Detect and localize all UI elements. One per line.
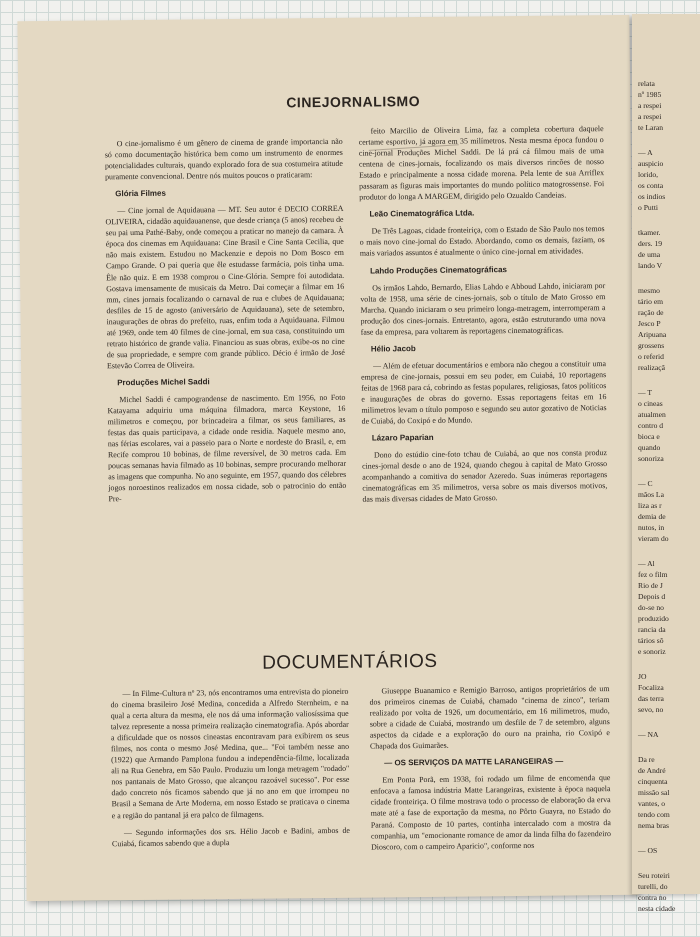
fragment-line: tários sõ xyxy=(638,636,664,645)
magazine-page-left xyxy=(17,15,638,901)
fragment-line: JO xyxy=(638,672,647,681)
fragment-line: — T xyxy=(638,388,652,397)
fragment-line: sonoriza xyxy=(638,454,664,463)
fragment-line: a respei xyxy=(638,112,662,121)
body-paragraph: De Três Lagoas, cidade fronteiriça, com o Estado de São Paulo nos temos o mais novo cine-jornal do Estado. Abordando, como os demais, fazíam, os mais variados assuntos é atualmente o único cine-jornal em atividades. xyxy=(359,224,605,259)
body-paragraph: feito Marcilio de Oliveira Lima, faz a completa cobertura daquele certame esportivo, já agora em 35 milímetros. Nesta mesma época fundou o cine-jornal Produções Michel Saddi. De lá prá cá filmou mais de uma centena de cines-jornais, focalizando os mais diversos rincões de nosso Estado e principalmente a nossa cidade morena. Pela lente de sua Arriflex passaram as figuras mais importantes do mundo político matogrossense. Foi produtor do longa A MARGEM, dirigido pelo Ozualdo Candeias. xyxy=(358,124,605,202)
fragment-line: fez o film xyxy=(638,570,668,579)
section-heading: Produções Michel Saddi xyxy=(117,377,210,388)
fragment-line xyxy=(638,715,698,729)
doc-column-2 xyxy=(369,683,611,858)
fragment-line: mãos La xyxy=(638,490,664,499)
doc-paragraph: Giuseppe Buanamico e Remigio Barroso, antigos proprietários de um dos primeiros cinemas de Cuiabá, chamado "cinema de zinco", teriam realizado por volta de 1926, um documentário, em 16 milimetros, mudo, sobre a cidade de Cuiabá, mostrando um desfile de 7 de setembro, alguns aspectos da cidade e a exploração do ouro na prainha, rio Coxipó e Chapada dos Guimarães. xyxy=(369,684,610,751)
fragment-line: contro d xyxy=(638,421,664,430)
fragment-line xyxy=(638,544,698,558)
fragment-line: turelli, do xyxy=(638,882,668,891)
column-2 xyxy=(359,123,608,511)
fragment-line xyxy=(638,831,698,845)
fragment-line: Rio de J xyxy=(638,581,663,590)
section-heading: Lahdo Produções Cinematográficas xyxy=(369,264,508,276)
fragment-line: cinquenta xyxy=(638,777,668,786)
fragment-line: produzido xyxy=(638,614,669,623)
doc-paragraph: Em Ponta Porã, em 1938, foi rodado um filme de encomenda que enfocava a famosa indústria Matte Larangeiras, existente à época naquela cidade fronteiriça. O filme mostrava todo o processo de elaboração da erva mate até a fase de exportação da mesma, no Pôrto Guayra, no Estado do Paraná. Composto de 10 partes, continha intercalado com a mostra da companhia, um "emocionante romance de amor da linda filha do fazendeiro Dioscoro, com o campeiro Aparicio", conforme nos xyxy=(370,773,611,852)
fragment-line: de uma xyxy=(638,250,661,259)
fragment-line xyxy=(638,657,698,671)
column-1 xyxy=(105,136,347,511)
fragment-line: — NA xyxy=(638,730,659,739)
intro-paragraph: O cine-jornalismo é um gênero de cinema de grande importancia não só como documentação histórica bem como um instrumento de enormes potencialidades culturais, quando explorado fora de sua costumeira atitude puramente convencional. Dentre nós muitos poucos o praticaram: xyxy=(104,136,343,182)
doc-paragraphs xyxy=(110,686,350,849)
fragment-line: — Al xyxy=(638,559,655,568)
fragment-line: tendo com xyxy=(638,810,670,819)
fragment-line xyxy=(638,133,698,147)
fragment-line: Da re xyxy=(638,755,655,764)
fragment-line: mesmo xyxy=(638,286,660,295)
fragment-line: Aripuana xyxy=(638,330,667,339)
magazine-page-right xyxy=(632,14,700,913)
body-paragraph: Michel Saddi é campograndense de nascimento. Em 1956, no Foto Katayama adquiriu uma máquina filmadora, marca Keystone, 16 milimetros e começou, por brincadeira a filmar, os seus familiares, as festas das quais participava, a cidade onde residia. Naquele mesmo ano, nas férias escolares, vai a passeio para o Norte e nordeste do Brasil, e, em Recife comprou 10 bobinas, de filme reversível, de 30 metros cada. Em poucas semanas havia filmado as 10 bobinas, sempre procurando melhorar as imagens que compunha. No ano seguinte, em 1957, quando dos célebres jogos noroestinos realizados em nossa cidade, sob o patrocinio do então Pre- xyxy=(107,392,347,504)
fragment-line xyxy=(638,373,698,387)
fragment-line: contra no xyxy=(638,893,667,902)
fragment-line: vieram do xyxy=(638,534,669,543)
fragment-line: — A xyxy=(638,148,653,157)
fragment-line: atualmen xyxy=(638,410,666,419)
fragment-line: Jesco P xyxy=(638,319,661,328)
fragment-line: nesta cidade xyxy=(638,904,676,913)
section-heading: Lázaro Paparian xyxy=(371,433,434,443)
fragment-line xyxy=(638,856,698,870)
fragment-line: o referid xyxy=(638,352,664,361)
fragment-line: nutos, in xyxy=(638,523,665,532)
fragment-line: Depois d xyxy=(638,592,666,601)
fragment-line xyxy=(638,271,698,285)
section-heading: Leão Cinematográfica Ltda. xyxy=(369,208,475,219)
documentarios-title: DOCUMENTÁRIOS xyxy=(262,650,438,674)
section-heading: Hélio Jacob xyxy=(370,343,416,354)
fragment-line: o Putti xyxy=(638,203,659,212)
fragment-line: missão sal xyxy=(638,788,670,797)
fragment-line: rancia da xyxy=(638,625,666,634)
fragment-line: e sonoriz xyxy=(638,647,666,656)
fragment-line xyxy=(638,464,698,478)
fragment-line: auspicio xyxy=(638,159,664,168)
fragment-line: de André xyxy=(638,766,666,775)
fragment-line: os conta xyxy=(638,181,664,190)
right-page-text xyxy=(638,78,698,914)
fragment-line xyxy=(638,213,698,227)
fragment-line: quando xyxy=(638,443,661,452)
section-list xyxy=(105,186,346,505)
fragment-line: o cineas xyxy=(638,399,663,408)
doc-paragraphs-col2 xyxy=(369,683,610,752)
fragment-line: tário em xyxy=(638,297,664,306)
fragment-line: ração de xyxy=(638,308,664,317)
fragment-line: relata xyxy=(638,79,655,88)
doc-column-1 xyxy=(110,686,350,855)
body-paragraph: Dono do estúdio cine-foto tchau de Cuiabá, ao que nos consta produz cines-jornal desde o ano de 1924, quando chegou à capital de Mato Grosso acompanhando a comitiva do senador Azeredo. Suas inúmeras reportagens cinematográficas em 35 milimetros, versa sobre os mais diversos motivos, das mais diversas cidades de Mato Grosso. xyxy=(362,448,608,505)
doc-paragraph: — In Filme-Cultura nº 23, nós encontramos uma entrevista do pioneiro do cinema brasileiro José Medina, concedida a Alfredo Sternheim, e na qual a certa altura da mesma, ele nos dá uma informação valiosíssima que talvez represente a nossa primeira realização cinematografia. Após abordar a dificuldade que os nossos cineastas encontravam para exibirem os seus filmes, nos conta o mesmo José Medina, que... "Foi também nesse ano (1922) que Armando Pamplona fundou a independência-filme, localizada ali na Rua Genebra, em São Paulo. Produziu um longa metragem "rodado" nos pantanais de Mato Grosso, que alcançou razoável sucesso". Por esse dado concreto nós ficamos sabendo que já no ano em que irrompeu no Brasil a Semana de Arte Moderna, em nosso Estado se praticava o cinema e a região do pantanal já era palco de filmagens. xyxy=(110,686,350,820)
body-paragraph: — Além de efetuar documentários e embora não chegou a constituir uma empresa de cine-jornais, possui em seu poder, em Cuiabá, 10 reportagens feitas de 1968 para cá, cobrindo as festas populares, religiosas, fatos políticos e inaugurações de obras do governo. Essas reportagens feitas em 16 milimetros levam o título pomposo e segundo seu autor gozativo de Noticias de Cuiabá, do Coxipó e do Mundo. xyxy=(361,358,607,426)
fragment-line: — C xyxy=(638,479,653,488)
fragment-line: lando V xyxy=(638,261,663,270)
body-paragraph: Os irmãos Lahdo, Bernardo, Elias Lahdo e Abboud Lahdo, iniciaram por volta de 1958, uma série de cines-jornais, sob o título de Mato Grosso em Marcha. Quando iniciaram o seu primeiro longa-metragem, interromperam a produção dos cines-jornais. Entretanto, agora, estão estruturando uma nova fase da empresa, para voltarem às reportagens cinematográficas. xyxy=(360,280,606,337)
fragment-line: tkamer. xyxy=(638,228,661,237)
page-title: CINEJORNALISMO xyxy=(286,93,421,111)
fragment-line: bioca e xyxy=(638,432,660,441)
fragment-line: Focaliza xyxy=(638,683,664,692)
fragment-line: os indios xyxy=(638,192,666,201)
fragment-line: te Laran xyxy=(638,123,664,132)
fragment-line: do-se no xyxy=(638,603,664,612)
section-list-col2 xyxy=(359,123,608,505)
fragment-line: sevo, no xyxy=(638,705,664,714)
fragment-line: nema bras xyxy=(638,821,669,830)
fragment-line: lorido, xyxy=(638,170,659,179)
fragment-line: das terra xyxy=(638,694,664,703)
fragment-line: realizaçã xyxy=(638,363,665,372)
fragment-line: ders. 19 xyxy=(638,239,663,248)
fragment-line: liza as r xyxy=(638,501,662,510)
doc-paragraph: — Segundo informações dos srs. Hélio Jacob e Badini, ambos de Cuiabá, ficamos sabendo que a dupla xyxy=(111,825,350,848)
fragment-line: nº 1985 xyxy=(638,90,662,99)
fragment-line: — OS xyxy=(638,846,658,855)
fragment-line xyxy=(638,740,698,754)
section-heading: Glória Filmes xyxy=(115,188,166,199)
fragment-line: Seu roteiri xyxy=(638,871,670,880)
body-paragraph: — Cine jornal de Aquidauana — MT. Seu autor é DECIO CORREA OLIVEIRA, cidadão aquidauanense, que desde criança (5 anos) recebeu de seu pai uma Pathé-Baby, onde começou a praticar no manejo da camara. À época dos cinemas em Aquidauana: Cine Brasil e Cine Santa Cecilia, que não mais existem. Estudou no Mackenzie e depois no Dom Bosco em Campo Grande. O pai queria que êle estudasse farmácia, pois tinha uma. Êle não quiz. E em 1938 comprou o Cine-Glória. Sempre foi autodidata. Gostava imensamente de musicais da Metro. Dai começar a filmar em 16 mm, cines jornais focalizando o carnaval de rua e clubes de Aquidauana; desfiles de 15 de agosto (aniversário de Aquidauana), sete de setembro, inaugurações de obras do prefeito, ruas, enfim toda a Aquidauana. Filmou até 1969, onde tem 40 filmes de cine-jornal, em sua casa, constituindo um retrato histórico de grande valia. Financiou as suas obras, exibe-os no cine de sua propriedade, e sempre com grande público. Décio é irmão de José Estevão Correa de Oliveira. xyxy=(105,204,345,371)
fragment-line: vantes, o xyxy=(638,799,665,808)
fragment-line: a respei xyxy=(638,101,662,110)
fragment-line: demia de xyxy=(638,512,666,521)
section-heading-matte: — OS SERVIÇOS DA MATTE LARANGEIRAS — xyxy=(384,756,564,768)
fragment-line: grossens xyxy=(638,341,665,350)
